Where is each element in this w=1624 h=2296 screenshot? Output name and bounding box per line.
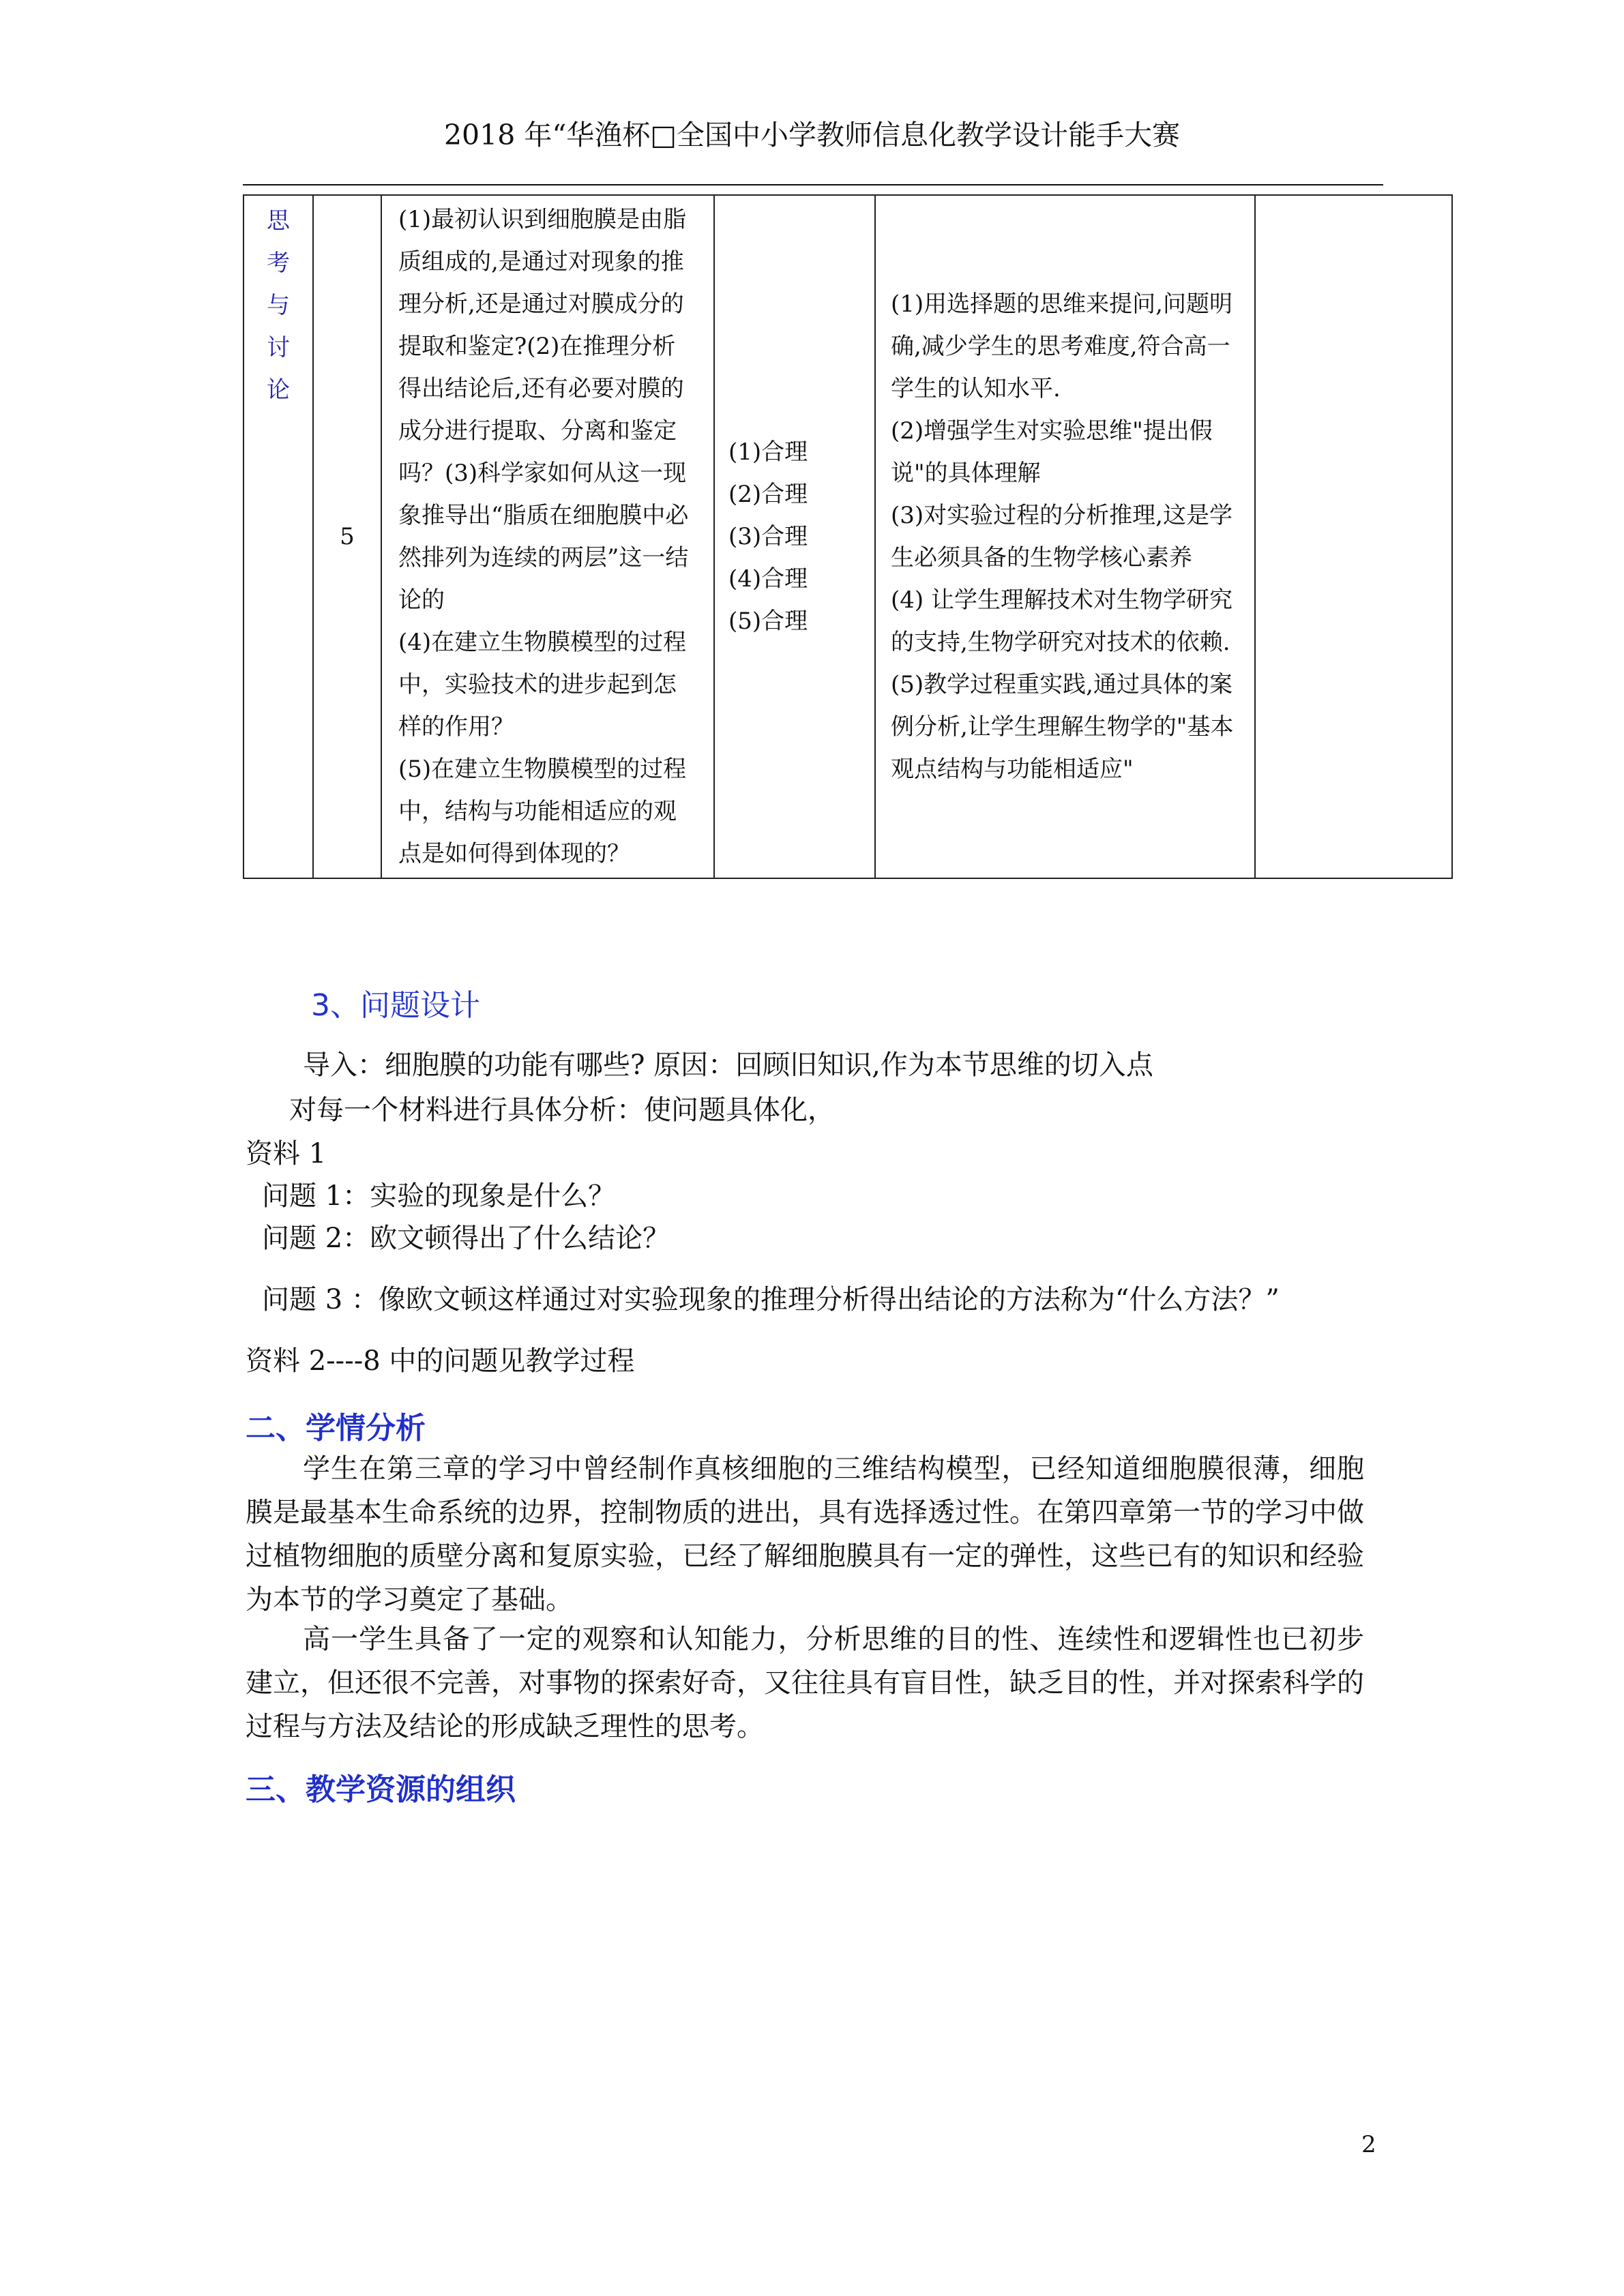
answer-text: (3)合理 [728,523,808,550]
answer-text: (4)合理 [728,565,808,593]
activity-label-char: 与 [267,292,290,319]
design-note: (5)教学过程重实践,通过具体的案例分析,让学生理解生物学的"基本观点结构与功能相适应" [891,671,1234,783]
learner-analysis-paragraph-2: 高一学生具备了一定的观察和认知能力，分析思维的目的性、连续性和逻辑性也已初步建立，但还很不完善，对事物的探索好奇，又往往具有盲目性，缺乏目的性，并对探索科学的过程与方法及结论的形成缺乏理性的思考。 [246,1624,1364,1742]
page-number: 2 [1361,2131,1376,2158]
design-intent-cell [875,195,1255,878]
questions-cell [381,195,714,878]
time-cell: 5 [313,195,381,878]
empty-cell [1255,195,1452,878]
activity-label-char: 讨 [267,334,290,361]
activity-label-char: 考 [267,250,290,277]
question-text: (1)最初认识到细胞膜是由脂质组成的,是通过对现象的推理分析,还是通过对膜成分的提取和鉴定?(2)在推理分析得出结论后,还有必要对膜的成分进行提取、分离和鉴定吗？(3)科学家如何从这一现象推导出“脂质在细胞膜中必然排列为连续的两层”这一结论的 [398,206,689,614]
question-3: 问题 3 ：像欧文顿这样通过对实验现象的推理分析得出结论的方法称为“什么方法？” [262,1284,1280,1315]
intro-line: 导入：细胞膜的功能有哪些? 原因：回顾旧知识,作为本节思维的切入点 [303,1049,1153,1081]
question-design-heading: 3、问题设计 [311,988,480,1023]
teaching-plan-table [243,194,1453,879]
teaching-resources-heading: 三、教学资源的组织 [246,1772,516,1807]
activity-label-cell [243,195,313,878]
activity-label-char: 思 [267,207,290,235]
material-2-line: 资料 2----8 中的问题见教学过程 [246,1345,635,1377]
learner-analysis-heading: 二、学情分析 [246,1411,426,1446]
design-note: (2)增强学生对实验思维"提出假说"的具体理解 [891,417,1213,487]
question-text: (4)在建立生物膜模型的过程中，实验技术的进步起到怎样的作用？ [398,629,687,741]
question-2: 问题 2：欧文顿得出了什么结论？ [262,1223,670,1254]
header-divider [243,184,1383,185]
page-header-title: 2018 年“华渔杯□全国中小学教师信息化教学设计能手大赛 [443,119,1181,151]
answer-text: (2)合理 [728,481,808,508]
learner-analysis-paragraph-1: 学生在第三章的学习中曾经制作真核细胞的三维结构模型，已经知道细胞膜很薄，细胞膜是最基本生命系统的边界，控制物质的进出，具有选择透过性。在第四章第一节的学习中做过植物细胞的质壁分离和复原实验，已经了解细胞膜具有一定的弹性，这些已有的知识和经验为本节的学习奠定了基础。 [246,1453,1364,1615]
design-note: (1)用选择题的思维来提问,问题明确,减少学生的思考难度,符合高一学生的认知水平. [891,290,1232,402]
table-row [243,195,1452,878]
question-1: 问题 1：实验的现象是什么？ [262,1180,616,1212]
material-1-label: 资料 1 [246,1138,327,1169]
design-note: (4) 让学生理解技术对生物学研究的支持,生物学研究对技术的依赖. [891,586,1232,656]
analysis-line: 对每一个材料进行具体分析：使问题具体化， [289,1094,835,1126]
question-text: (5)在建立生物膜模型的过程中，结构与功能相适应的观点是如何得到体现的？ [398,756,687,867]
answer-text: (1)合理 [728,438,808,466]
answer-text: (5)合理 [728,608,808,635]
answers-cell [714,195,875,878]
design-note: (3)对实验过程的分析推理,这是学生必须具备的生物学核心素养 [891,502,1232,571]
activity-label-char: 论 [267,376,290,404]
